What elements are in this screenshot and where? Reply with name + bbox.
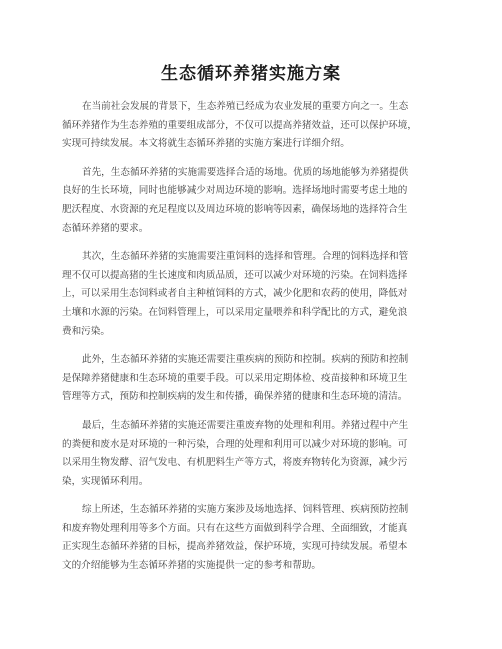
paragraph-line: 最后，生态循环养猪的实施还需要注重废弃物的处理和利用。养猪过程中产生 xyxy=(82,419,409,431)
paragraph-line: 文的介绍能够为生态循环养猪的实施提供一定的参考和帮助。 xyxy=(62,560,322,572)
paragraph-line: 实现可持续发展。本文将就生态循环养猪的实施方案进行详细介绍。 xyxy=(62,138,350,150)
paragraph-line: 良好的生长环境，同时也能够减少对周边环境的影响。选择场地时需要考虑土地的 xyxy=(62,185,408,197)
document-title: 生态循环养猪实施方案 xyxy=(161,64,341,84)
paragraph-line: 和废弃物处理利用等多个方面。只有在这些方面做到科学合理、全面细致，才能真 xyxy=(62,522,408,534)
paragraph-line: 费和污染。 xyxy=(62,325,110,337)
document-body xyxy=(62,98,444,586)
paragraph-line: 综上所述，生态循环养猪的实施方案涉及场地选择、饲料管理、疾病预防控制 xyxy=(82,504,409,516)
paragraph-line: 首先，生态循环养猪的实施需要选择合适的场地。优质的场地能够为养猪提供 xyxy=(82,166,409,178)
paragraph-line: 管理等方式，预防和控制疾病的发生和传播，确保养猪的健康和生态环境的清洁。 xyxy=(62,391,408,403)
paragraph-line: 态循环养猪的要求。 xyxy=(62,222,149,234)
paragraph-site-selection xyxy=(62,164,444,238)
paragraph-line: 循环养猪作为生态养殖的重要组成部分，不仅可以提高养猪效益，还可以保护环境， xyxy=(62,119,417,131)
paragraph-line: 正实现生态循环养猪的目标，提高养猪效益，保护环境，实现可持续发展。希望本 xyxy=(62,541,408,553)
paragraph-line: 土壤和水源的污染。在饲料管理上，可以采用定量喂养和科学配比的方式，避免浪 xyxy=(62,306,408,318)
paragraph-disease-control xyxy=(62,351,444,407)
paragraph-line: 染，实现循环利用。 xyxy=(62,475,149,487)
paragraph-line: 其次，生态循环养猪的实施需要注重饲料的选择和管理。合理的饲料选择和管 xyxy=(82,251,409,263)
paragraph-line: 肥沃程度、水资源的充足程度以及周边环境的影响等因素，确保场地的选择符合生 xyxy=(62,203,408,215)
paragraph-feed-management xyxy=(62,248,444,341)
paragraph-conclusion xyxy=(62,501,444,575)
paragraph-line: 理不仅可以提高猪的生长速度和肉质品质，还可以减少对环境的污染。在饲料选择 xyxy=(62,269,408,281)
paragraph-line: 以采用生物发酵、沼气发电、有机肥料生产等方式，将废弃物转化为资源，减少污 xyxy=(62,457,408,469)
paragraph-intro xyxy=(62,98,444,154)
paragraph-waste-treatment xyxy=(62,417,444,491)
paragraph-line: 在当前社会发展的背景下，生态养殖已经成为农业发展的重要方向之一。生态 xyxy=(82,101,409,112)
paragraph-line: 上，可以采用生态饲料或者自主种植饲料的方式，减少化肥和农药的使用，降低对 xyxy=(62,288,408,300)
paragraph-line: 的粪便和废水是对环境的一种污染，合理的处理和利用可以减少对环境的影响。可 xyxy=(62,438,408,450)
paragraph-line: 此外，生态循环养猪的实施还需要注重疾病的预防和控制。疾病的预防和控制 xyxy=(82,354,409,366)
paragraph-line: 是保障养猪健康和生态环境的重要手段。可以采用定期体检、疫苗接种和环境卫生 xyxy=(62,372,408,384)
